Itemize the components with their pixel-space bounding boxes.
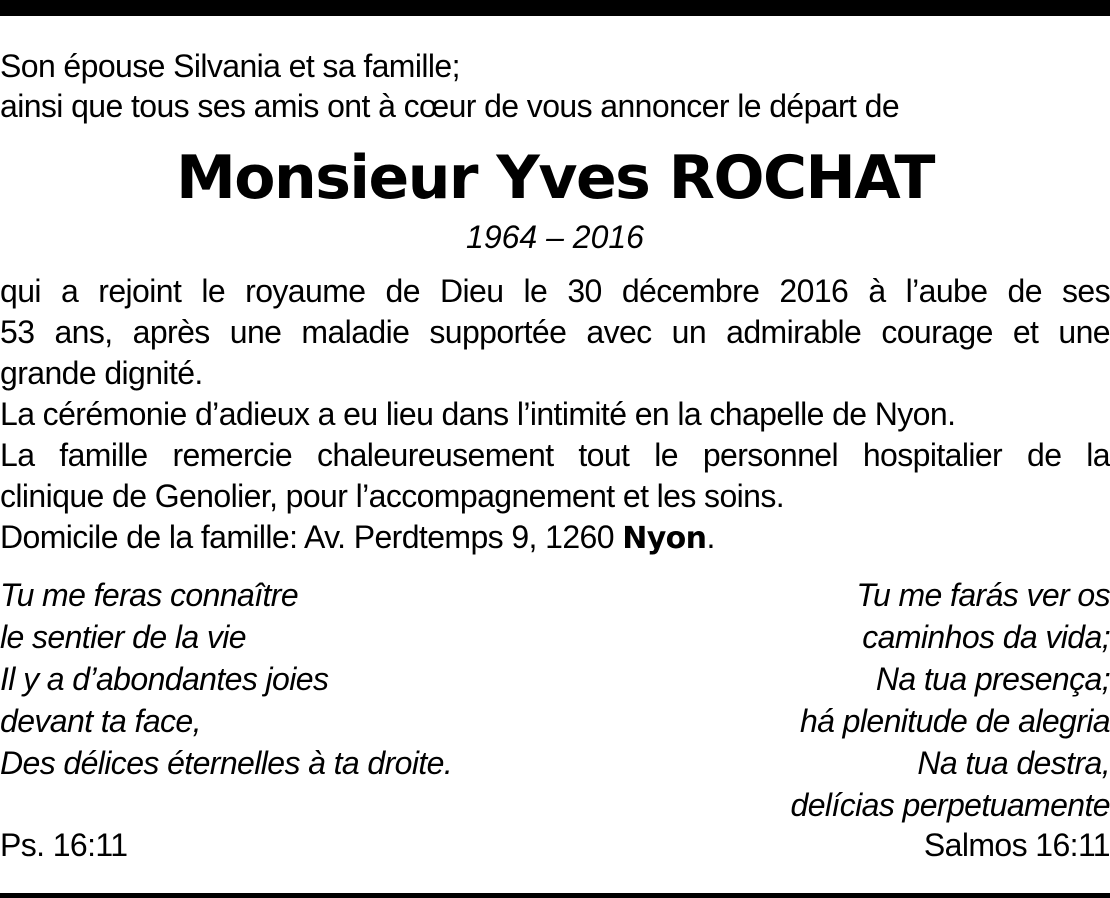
intro-line: Son épouse Silvania et sa famille; — [0, 48, 460, 84]
verse-line: Tu me feras connaître — [0, 577, 299, 613]
verse-portuguese — [550, 574, 1110, 826]
verse-line: há plenitude de alegria — [799, 703, 1110, 739]
top-border-rule — [0, 0, 1110, 16]
body-line: La famille remercie chaleureusement tout le personnel hospitalier de la — [0, 437, 1110, 473]
deceased-years: 1964 – 2016 — [466, 219, 644, 255]
verse-line: le sentier de la vie — [0, 619, 246, 655]
verse-french — [0, 574, 560, 784]
deceased-name: Monsieur Yves ROCHAT — [176, 143, 934, 213]
verse-line: Na tua destra, — [917, 745, 1110, 781]
announcement-body — [0, 271, 1110, 558]
intro-block — [0, 46, 1110, 126]
verse-line: Des délices éternelles à ta droite. — [0, 745, 453, 781]
body-line: clinique de Genolier, pour l’accompagnement et les soins. — [0, 478, 785, 514]
verse-line: Na tua presença; — [875, 661, 1110, 697]
body-line: 53 ans, après une maladie supportée avec un admirable courage et une — [0, 314, 1110, 350]
domicile-city: Nyon — [622, 521, 707, 556]
bottom-border-rule — [0, 893, 1110, 898]
body-line: qui a rejoint le royaume de Dieu le 30 décembre 2016 à l’aube de ses — [0, 273, 1110, 309]
verse-reference-portuguese: Salmos 16:11 — [923, 827, 1110, 863]
verse-line: Tu me farás ver os — [856, 577, 1110, 613]
body-line: La cérémonie d’adieux a eu lieu dans l’intimité en la chapelle de Nyon. — [0, 396, 956, 432]
verse-line: caminhos da vida; — [862, 619, 1110, 655]
verse-line: Il y a d’abondantes joies — [0, 661, 329, 697]
domicile-suffix: . — [706, 519, 715, 555]
intro-line: ainsi que tous ses amis ont à cœur de vous annoncer le départ de — [0, 88, 900, 124]
domicile-prefix: Domicile de la famille: Av. Perdtemps 9, 1260 — [0, 519, 623, 555]
body-line: grande dignité. — [0, 355, 203, 391]
verse-line: delícias perpetuamente — [790, 787, 1110, 823]
verse-reference-french: Ps. 16:11 — [0, 827, 128, 863]
domicile-line — [0, 517, 1110, 558]
verse-line: devant ta face, — [0, 703, 201, 739]
